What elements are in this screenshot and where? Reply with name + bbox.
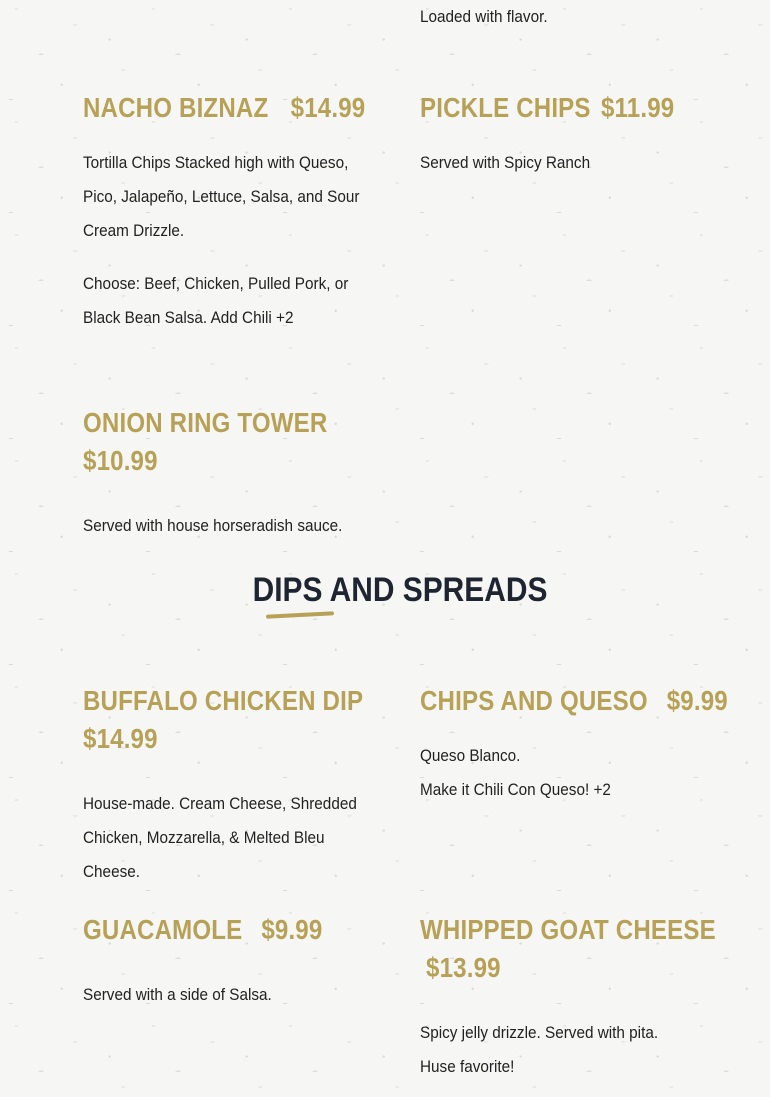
- item-price: $9.99: [261, 914, 323, 945]
- item-name: ONION RING TOWER: [83, 407, 328, 438]
- item-options: Choose: Beef, Chicken, Pulled Pork, or Black Bean Salsa. Add Chili +2: [83, 274, 349, 327]
- heading-underline-decoration: [266, 611, 334, 619]
- item-name: CHIPS AND QUESO: [420, 685, 648, 716]
- item-price: $13.99: [426, 952, 501, 983]
- item-price: $9.99: [666, 685, 728, 716]
- menu-item-whipped-goat-cheese: [420, 911, 720, 1084]
- item-price: $10.99: [83, 445, 158, 476]
- item-price: $11.99: [600, 92, 675, 123]
- item-name: WHIPPED GOAT CHEESE: [420, 914, 716, 945]
- item-description: Spicy jelly drizzle. Served with pita. Huse favorite!: [420, 1023, 659, 1076]
- item-name: NACHO BIZNAZ: [83, 92, 269, 123]
- item-name: BUFFALO CHICKEN DIP: [83, 685, 364, 716]
- menu-item-buffalo-chicken-dip: [83, 682, 383, 889]
- item-price: $14.99: [83, 723, 158, 754]
- item-description: Served with a side of Salsa.: [83, 985, 272, 1004]
- item-title: [420, 911, 716, 987]
- item-title: [420, 89, 678, 127]
- previous-item-description-fragment: Loaded with flavor.: [420, 7, 548, 26]
- item-description: House-made. Cream Cheese, Shredded Chicken, Mozzarella, & Melted Bleu Cheese.: [83, 794, 357, 881]
- menu-item-onion-ring-tower: [83, 404, 383, 543]
- item-title: [83, 404, 341, 480]
- item-title: [83, 89, 366, 127]
- item-description: Served with Spicy Ranch: [420, 153, 591, 172]
- menu-item-nacho-biznaz: [83, 89, 383, 335]
- item-description: Tortilla Chips Stacked high with Queso, Pico, Jalapeño, Lettuce, Salsa, and Sour Cream Drizzle.: [83, 153, 360, 240]
- section-heading-dips-and-spreads: DIPS AND SPREADS: [252, 571, 548, 609]
- item-description: Served with house horseradish sauce.: [83, 516, 343, 535]
- item-title: [420, 682, 728, 720]
- item-title: [83, 911, 341, 949]
- menu-item-chips-and-queso: [420, 682, 728, 807]
- menu-item-guacamole: [83, 911, 383, 1012]
- menu-item-pickle-chips: [420, 89, 720, 180]
- item-title: [83, 682, 364, 758]
- item-description: Queso Blanco. Make it Chili Con Queso! +2: [420, 746, 611, 799]
- item-name: PICKLE CHIPS: [420, 92, 591, 123]
- item-price: $14.99: [290, 92, 366, 123]
- item-name: GUACAMOLE: [83, 914, 243, 945]
